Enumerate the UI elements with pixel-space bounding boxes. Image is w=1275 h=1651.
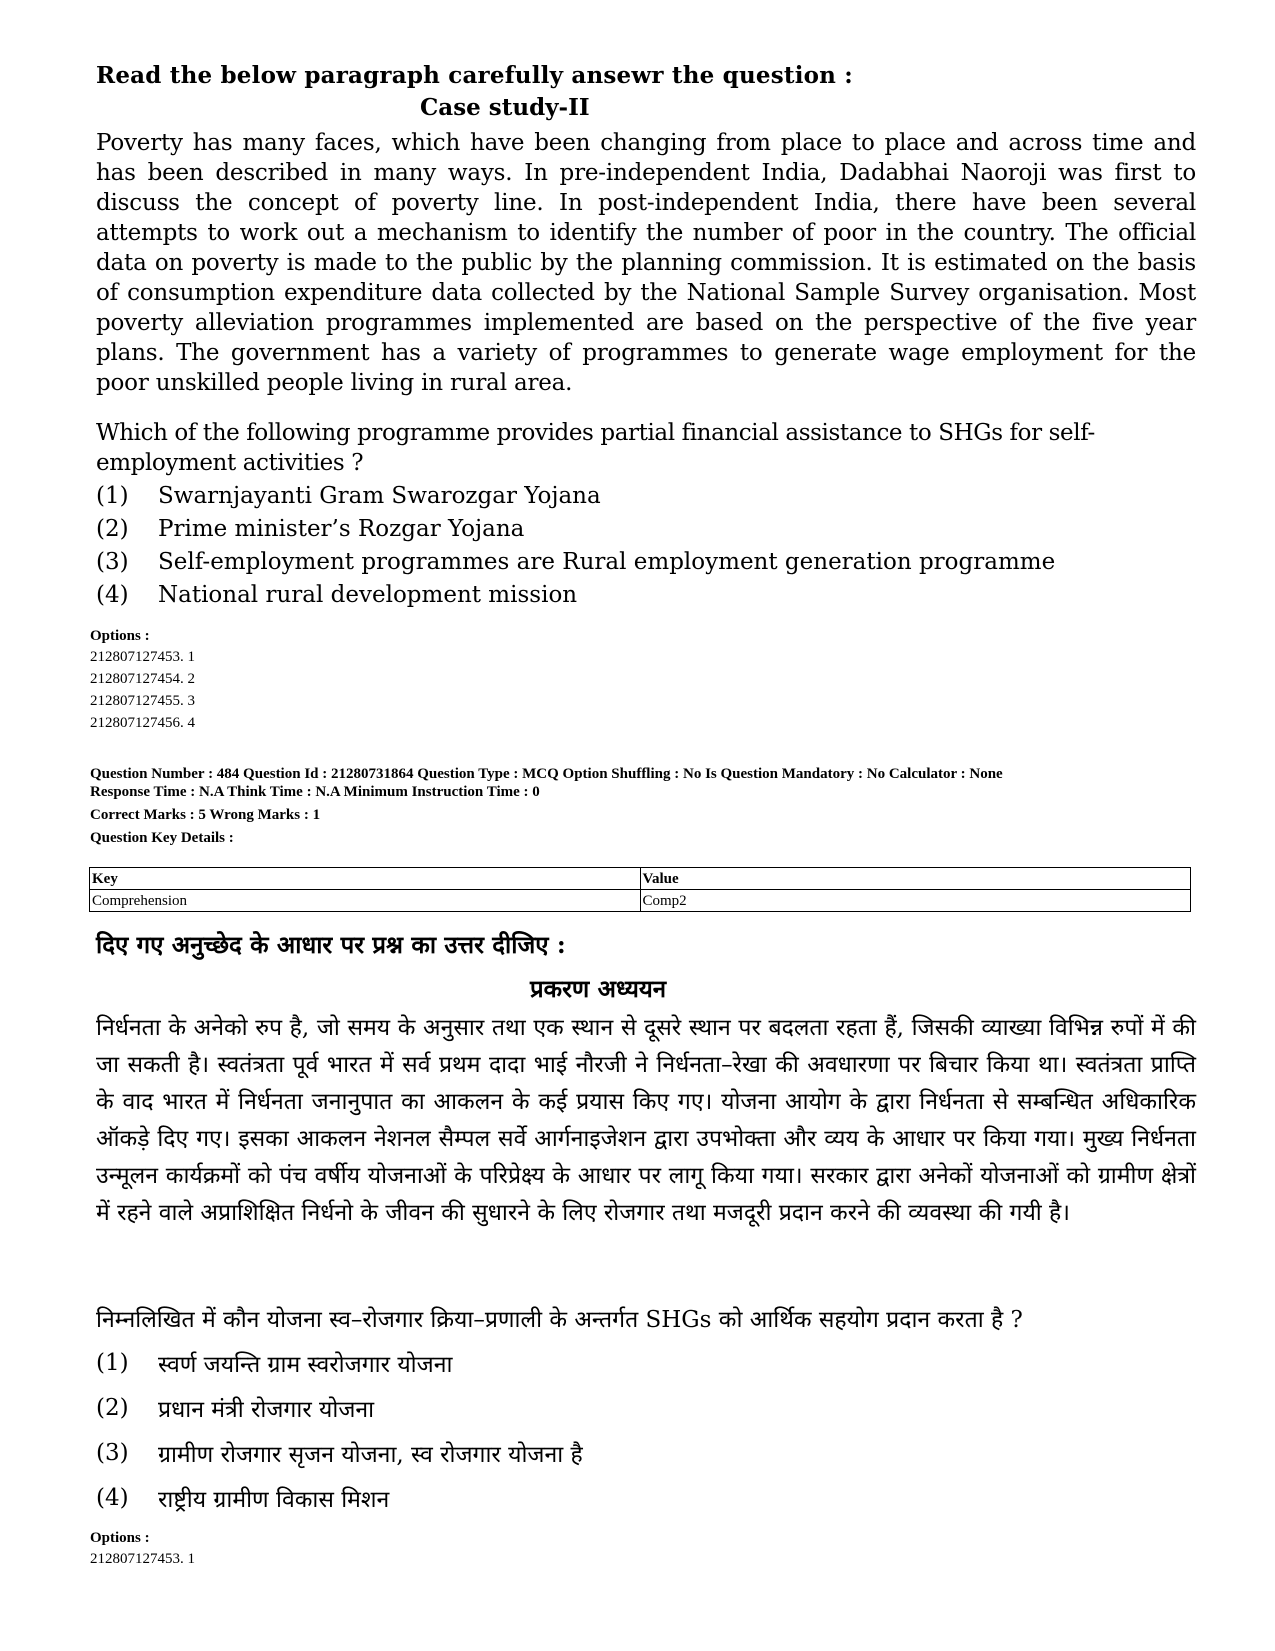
- hindi-passage: निर्धनता के अनेको रुप है, जो समय के अनुसार तथा एक स्थान से दूसरे स्थान पर बदलता रहता हैं, जिसकी व्याख्या विभिन्न रुपों में की जा सकती है। स्वतंत्रता पूर्व भारत में सर्व प्रथम दादा भाई नौरजी ने निर्धनता–रेखा की अवधारणा पर बिचार किया था। स्वतंत्रता प्राप्ति के वाद भारत में निर्धनता जनानुपात का आकलन के कई प्रयास किए गए। योजना आयोग के द्वारा निर्धनता से सम्बन्धित अधिकारिक ऑकड़े दिए गए। इसका आकलन नेशनल सैम्पल सर्वे आर्गनाइजेशन द्वारा उपभोक्ता और व्यय के आधार पर किया गया। मुख्य निर्धनता उन्मूलन कार्यक्रमों को पंच वर्षीय योजनाओं के परिप्रेक्ष्य के आधार पर लागू किया गया। सरकार द्वारा अनेकों योजनाओं को ग्रामीण क्षेत्रों में रहने वाले अप्राशिक्षित निर्धनो के जीवन की सुधारने के लिए रोजगार तथा मजदूरी प्रदान करने की व्यवस्था की गयी है।: [96, 1015, 1196, 1226]
- question-key-details-label: Question Key Details :: [90, 830, 234, 846]
- option-number: (3): [96, 548, 129, 575]
- option-text: Self-employment programmes are Rural employment generation programme: [158, 548, 1056, 575]
- option-number: (4): [96, 581, 129, 608]
- question-marks: Correct Marks : 5 Wrong Marks : 1: [90, 807, 321, 823]
- hindi-answer-options: [96, 1340, 1196, 1520]
- option-id: 212807127454. 2: [90, 671, 195, 687]
- option-text: स्वर्ण जयन्ति ग्राम स्वरोजगार योजना: [158, 1351, 453, 1378]
- english-option-3: [96, 545, 1196, 578]
- options-label: Options :: [90, 628, 150, 644]
- option-text: Prime minister’s Rozgar Yojana: [158, 515, 525, 542]
- table-header-key: Key: [90, 868, 641, 890]
- option-number: (1): [96, 482, 129, 509]
- option-id-list: [90, 648, 195, 736]
- option-number: (2): [96, 1394, 129, 1421]
- option-id: 212807127453. 1: [90, 649, 195, 665]
- option-id-list: [90, 1550, 195, 1572]
- english-instruction-heading: Read the below paragraph carefully ansewr the question :: [96, 62, 853, 89]
- hindi-instruction-heading: दिए गए अनुच्छेद के आधार पर प्रश्न का उत्तर दीजिए :: [96, 930, 566, 959]
- table-row: [90, 890, 1191, 912]
- question-meta-line-2: Response Time : N.A Think Time : N.A Minimum Instruction Time : 0: [90, 784, 540, 800]
- option-id: 212807127455. 3: [90, 693, 195, 709]
- hindi-option-3: [96, 1430, 1196, 1475]
- english-option-2: [96, 512, 1196, 545]
- question-key-table: [89, 867, 1191, 912]
- option-number: (2): [96, 515, 129, 542]
- table-header-value: Value: [640, 868, 1191, 890]
- table-cell-key: Comprehension: [90, 890, 641, 912]
- hindi-case-study-title: प्रकरण अध्ययन: [530, 974, 667, 1003]
- option-text: प्रधान मंत्री रोजगार योजना: [158, 1396, 375, 1423]
- option-number: (3): [96, 1439, 129, 1466]
- option-text: Swarnjayanti Gram Swarozgar Yojana: [158, 482, 601, 509]
- table-header-row: [90, 868, 1191, 890]
- option-id: 212807127453. 1: [90, 1551, 195, 1567]
- option-text: National rural development mission: [158, 581, 578, 608]
- english-option-4: [96, 578, 1196, 611]
- english-answer-options: [96, 479, 1196, 611]
- option-number: (1): [96, 1349, 129, 1376]
- options-label: Options :: [90, 1530, 150, 1546]
- hindi-option-4: [96, 1475, 1196, 1520]
- hindi-question: निम्नलिखित में कौन योजना स्व–रोजगार क्रिया–प्रणाली के अन्तर्गत SHGs को आर्थिक सहयोग प्रदान करता है ?: [96, 1307, 1023, 1333]
- english-case-study-title: Case study-II: [420, 94, 590, 121]
- option-id: 212807127456. 4: [90, 715, 195, 731]
- english-question: Which of the following programme provides partial financial assistance to SHGs for self-employment activities ?: [96, 420, 1095, 476]
- table-cell-value: Comp2: [640, 890, 1191, 912]
- english-passage: Poverty has many faces, which have been changing from place to place and across time and has been described in many ways. In pre-independent India, Dadabhai Naoroji was first to discuss the concept of poverty line. In post-independent India, there have been several attempts to work out a mechanism to identify the number of poor in the country. The official data on poverty is made to the public by the planning commission. It is estimated on the basis of consumption expenditure data collected by the National Sample Survey organisation. Most poverty alleviation programmes implemented are based on the perspective of the five year plans. The government has a variety of programmes to generate wage employment for the poor unskilled people living in rural area.: [96, 130, 1196, 396]
- english-option-1: [96, 479, 1196, 512]
- hindi-option-2: [96, 1385, 1196, 1430]
- hindi-option-1: [96, 1340, 1196, 1385]
- question-meta-line-1: Question Number : 484 Question Id : 21280731864 Question Type : MCQ Option Shuffling : No Is Question Mandatory : No Calculator : None: [90, 766, 1003, 782]
- option-text: राष्ट्रीय ग्रामीण विकास मिशन: [158, 1486, 390, 1513]
- option-number: (4): [96, 1484, 129, 1511]
- option-text: ग्रामीण रोजगार सृजन योजना, स्व रोजगार योजना है: [158, 1441, 583, 1468]
